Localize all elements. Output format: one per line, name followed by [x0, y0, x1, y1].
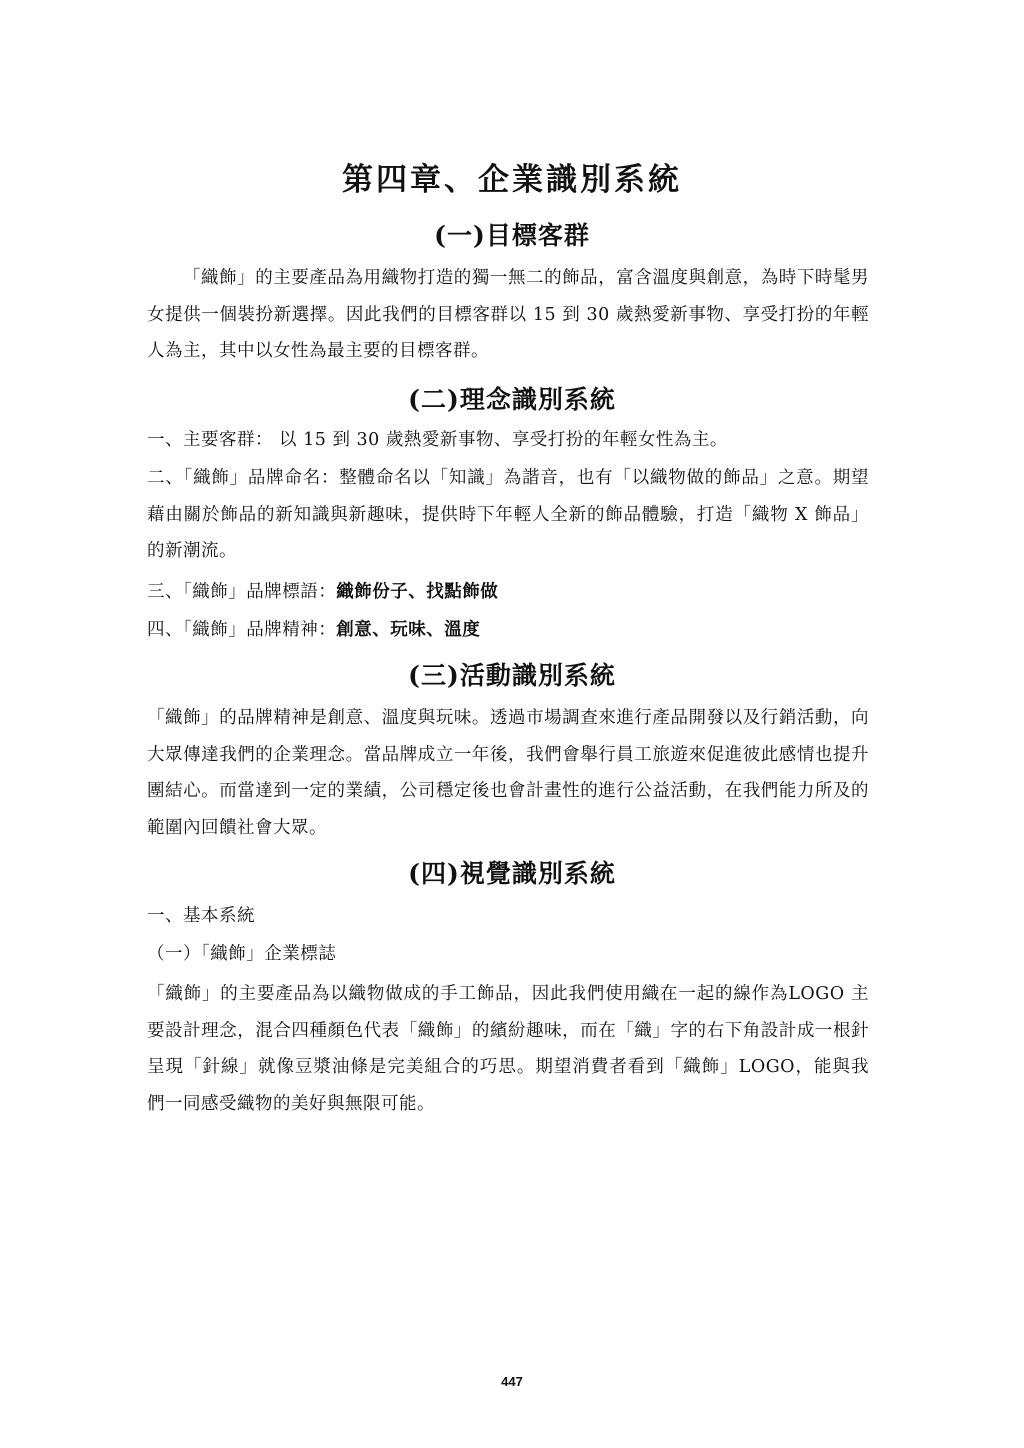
target-customers-paragraph: 「織飾」的主要產品為用織物打造的獨一無二的飾品，富含溫度與創意，為時下時髦男女提供一個裝扮新選擇。因此我們的目標客群以 15 到 30 歲熱愛新事物、享受打扮的年輕人為主，其中以女性為最主要的目標客群。	[147, 268, 869, 361]
brand-spirit-value: 創意、玩味、溫度	[336, 620, 481, 640]
section-heading-mind-identity: (二)理念識別系統	[408, 385, 616, 414]
brand-spirit-label: 四、「織飾」品牌精神：	[147, 620, 337, 640]
page-number: 447	[501, 1374, 523, 1389]
visual-identity-subheading-logo: （一）「織飾」企業標誌	[147, 944, 337, 964]
section-heading-visual-identity: (四)視覺識別系統	[408, 859, 616, 888]
visual-identity-paragraph: 「織飾」的主要產品為以織物做成的手工飾品，因此我們使用織在一起的線作為LOGO 主要設計理念，混合四種顏色代表「織飾」的繽紛趣味，而在「織」字的右下角設計成一根針呈現「針線」就像豆漿油條是完美組合的巧思。期望消費者看到「織飾」LOGO，能與我們一同感受織物的美好與無限可能。	[147, 984, 869, 1114]
brand-slogan-value: 織飾份子、找點飾做	[336, 582, 499, 602]
activity-identity-paragraph: 「織飾」的品牌精神是創意、溫度與玩味。透過市場調查來進行產品開發以及行銷活動，向大眾傳達我們的企業理念。當品牌成立一年後，我們會舉行員工旅遊來促進彼此感情也提升團結心。而當達到一定的業績，公司穩定後也會計畫性的進行公益活動，在我們能力所及的範圍內回饋社會大眾。	[147, 708, 869, 838]
section-heading-target-customers: (一)目標客群	[434, 221, 590, 250]
chapter-title: 第四章、企業識別系統	[342, 162, 682, 198]
mind-identity-item-2: 二、「織飾」品牌命名：整體命名以「知識」為諧音，也有「以織物做的飾品」之意。期望藉由關於飾品的新知識與新趣味，提供時下年輕人全新的飾品體驗，打造「織物 X 飾品」的新潮流。	[147, 468, 869, 561]
section-heading-activity-identity: (三)活動識別系統	[408, 661, 616, 690]
brand-slogan-label: 三、「織飾」品牌標語：	[147, 582, 337, 602]
mind-identity-item-1: 一、主要客群： 以 15 到 30 歲熱愛新事物、享受打扮的年輕女性為主。	[147, 430, 728, 450]
visual-identity-subheading-basic: 一、基本系統	[147, 906, 255, 926]
mind-identity-item-4	[147, 612, 869, 649]
mind-identity-item-3	[147, 574, 869, 611]
